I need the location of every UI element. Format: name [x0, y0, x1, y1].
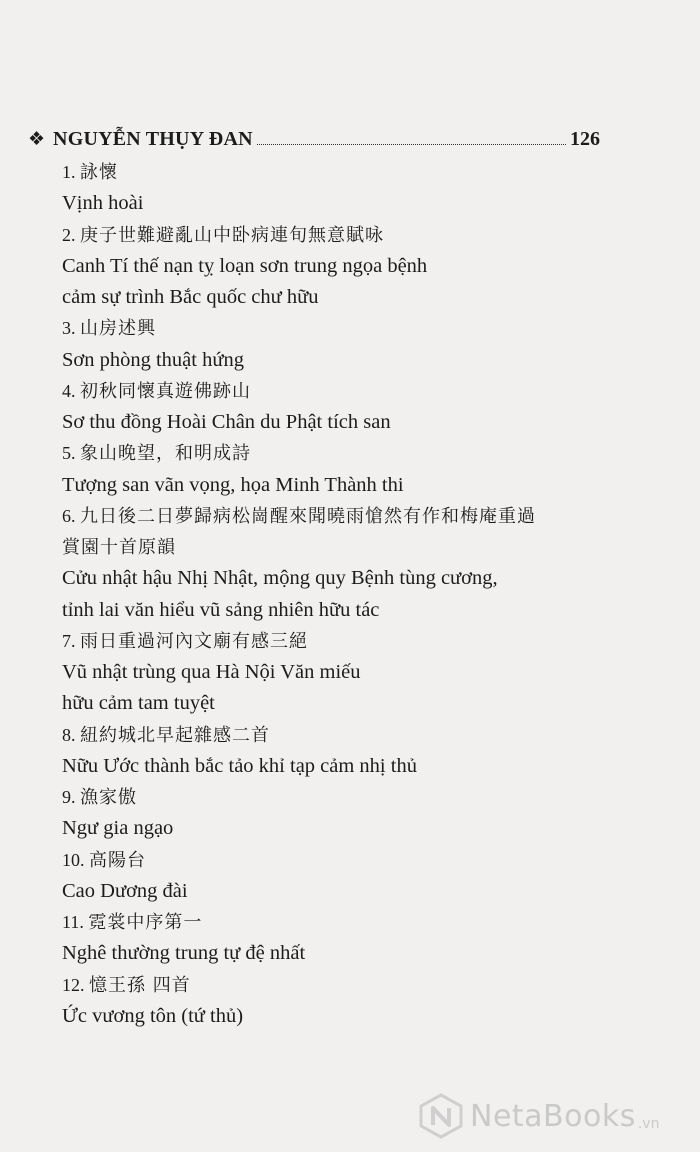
poem-vietnamese-title: Canh Tí thế nạn tỵ loạn sơn trung ngọa bệnh: [62, 254, 428, 277]
poem-vietnamese-title: Nghê thường trung tự đệ nhất: [62, 942, 306, 965]
poem-chinese-title: 3. 山房述興: [62, 318, 156, 340]
netabooks-logo-icon: [418, 1093, 464, 1139]
poem-chinese-title: 1. 詠懷: [62, 162, 118, 183]
poem-chinese-title: 4. 初秋同懷真遊佛跡山: [62, 380, 251, 402]
poem-chinese-title: 9. 漁家傲: [62, 787, 137, 808]
dot-leader: [257, 143, 566, 145]
watermark-suffix: .vn: [637, 1116, 660, 1132]
poem-chinese-title: 8. 紐約城北早起雜感二首: [62, 724, 270, 746]
poem-vietnamese-title: Sơ thu đồng Hoài Chân du Phật tích san: [62, 411, 391, 433]
watermark-brand: NetaBooks: [470, 1098, 636, 1134]
poem-vietnamese-title-continued: cảm sự trình Bắc quốc chư hữu: [62, 286, 319, 308]
section-heading: [28, 128, 600, 160]
poem-vietnamese-title: Ức vương tôn (tứ thủ): [62, 1004, 244, 1027]
poem-chinese-title: 2. 庚子世難避亂山中卧病連旬無意賦咏: [62, 224, 384, 246]
poem-vietnamese-title: Vũ nhật trùng qua Hà Nội Văn miếu: [62, 661, 361, 683]
poem-chinese-title: 10. 高陽台: [62, 849, 146, 871]
poem-vietnamese-title-continued: hữu cảm tam tuyệt: [62, 692, 215, 715]
poem-vietnamese-title: Cửu nhật hậu Nhị Nhật, mộng quy Bệnh tùng cương,: [62, 567, 498, 590]
poem-vietnamese-title-continued: tỉnh lai văn hiểu vũ sảng nhiên hữu tác: [62, 598, 380, 621]
poem-chinese-title: 11. 霓裳中序第一: [62, 912, 203, 933]
poem-vietnamese-title: Vịnh hoài: [62, 192, 144, 215]
poem-chinese-title: 7. 雨日重過河內文廟有感三絕: [62, 630, 308, 652]
poem-chinese-title: 6. 九日後二日夢歸病松崗醒來聞曉雨愴然有作和梅庵重過: [62, 505, 536, 527]
page-number: 126: [570, 128, 600, 150]
poem-chinese-title-continued: 賞園十首原韻: [62, 537, 176, 558]
diamond-bullet-icon: ❖: [28, 128, 46, 150]
poem-chinese-title: 5. 象山晚望，和明成詩: [62, 443, 251, 465]
poem-chinese-title: 12. 憶王孫 四首: [62, 974, 191, 996]
section-title: NGUYỄN THỤY ĐAN: [53, 128, 253, 150]
poem-vietnamese-title: Nữu Ước thành bắc tảo khỉ tạp cảm nhị thủ: [62, 754, 417, 777]
poem-vietnamese-title: Cao Dương đài: [62, 879, 188, 902]
watermark: [418, 1088, 698, 1144]
poem-vietnamese-title: Tượng san vãn vọng, họa Minh Thành thi: [62, 473, 404, 496]
poem-vietnamese-title: Ngư gia ngạo: [62, 817, 174, 840]
poem-list: [62, 157, 622, 1032]
poem-vietnamese-title: Sơn phòng thuật hứng: [62, 348, 244, 371]
